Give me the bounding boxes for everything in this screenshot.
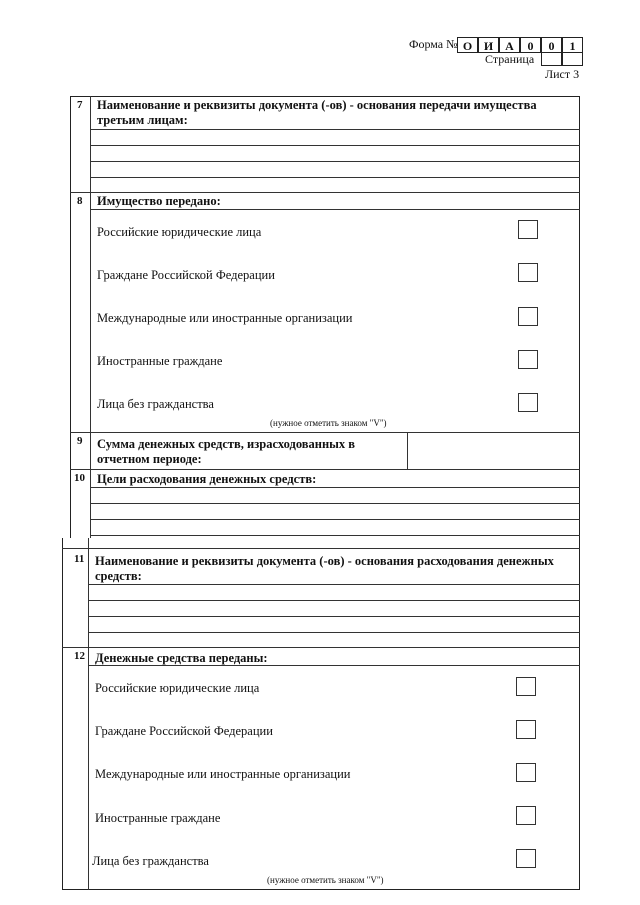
section-11-line-1[interactable]	[88, 584, 580, 585]
section-8-option-checkbox[interactable]	[518, 350, 538, 369]
form-code-char-6: 1	[562, 37, 583, 53]
frame-right	[579, 96, 580, 890]
section-8-option-label: Иностранные граждане	[97, 354, 223, 368]
section-7-title-line1: Наименование и реквизиты документа (-ов) - основания передачи имущества	[97, 98, 537, 112]
section-12-title: Денежные средства переданы:	[95, 651, 268, 665]
section-10-line-2[interactable]	[90, 503, 580, 504]
form-code-char-2: И	[478, 37, 499, 53]
page-number-box-1[interactable]	[541, 52, 562, 66]
section-8-title-underline	[90, 209, 580, 210]
section-10-number: 10	[74, 472, 85, 484]
number-column-divider-upper	[90, 96, 91, 538]
form-code-char-5: 0	[541, 37, 562, 53]
section-12-option-checkbox[interactable]	[516, 720, 536, 739]
section-12-number: 12	[74, 650, 85, 662]
section-7-line-1[interactable]	[90, 129, 580, 130]
section-10-bottom	[62, 548, 580, 549]
section-10-line-1[interactable]	[90, 487, 580, 488]
sheet-label: Лист 3	[545, 67, 580, 81]
form-code-char-4: 0	[520, 37, 541, 53]
section-11-title-line2: средств:	[95, 569, 142, 583]
section-8-option-label: Лица без гражданства	[97, 397, 214, 411]
section-9-title-line1: Сумма денежных средств, израсходованных в	[97, 437, 356, 451]
section-8-option-checkbox[interactable]	[518, 307, 538, 326]
section-9-amount-field[interactable]	[409, 434, 577, 467]
section-7-line-4[interactable]	[90, 177, 580, 178]
page-label: Страница	[485, 52, 535, 66]
section-12-option-label: Международные или иностранные организации	[95, 767, 351, 781]
section-12-option-label: Российские юридические лица	[95, 681, 260, 695]
frame-left-lower	[62, 538, 63, 890]
section-10-line-3[interactable]	[90, 519, 580, 520]
section-8-option-label: Международные или иностранные организации	[97, 311, 353, 325]
section-10-line-4[interactable]	[90, 535, 580, 536]
section-7-line-2[interactable]	[90, 145, 580, 146]
section-8-title: Имущество передано:	[97, 194, 221, 208]
frame-bottom	[62, 889, 580, 890]
section-11-line-4[interactable]	[88, 632, 580, 633]
section-12-option-checkbox[interactable]	[516, 849, 536, 868]
section-7-number: 7	[77, 99, 83, 111]
section-8-option-checkbox[interactable]	[518, 220, 538, 239]
section-9-value-divider	[407, 432, 408, 469]
form-code-char-1: О	[457, 37, 478, 53]
page-number-box-2[interactable]	[562, 52, 583, 66]
section-12-option-checkbox[interactable]	[516, 763, 536, 782]
section-12-title-underline	[88, 665, 580, 666]
section-12-option-checkbox[interactable]	[516, 677, 536, 696]
section-8-option-checkbox[interactable]	[518, 393, 538, 412]
section-8-note: (нужное отметить знаком "V")	[270, 418, 387, 428]
section-9-title-line2: отчетном периоде:	[97, 452, 202, 466]
section-10-title: Цели расходования денежных средств:	[97, 472, 317, 486]
section-8-option-label: Российские юридические лица	[97, 225, 262, 239]
section-11-line-3[interactable]	[88, 616, 580, 617]
section-12-option-label: Иностранные граждане	[95, 811, 221, 825]
section-8-option-label: Граждане Российской Федерации	[97, 268, 275, 282]
section-8-option-checkbox[interactable]	[518, 263, 538, 282]
section-7-title-line2: третьим лицам:	[97, 113, 188, 127]
frame-top	[70, 96, 580, 97]
section-12-option-checkbox[interactable]	[516, 806, 536, 825]
section-11-number: 11	[74, 553, 85, 565]
section-9-bottom	[70, 469, 580, 470]
section-8-bottom	[70, 432, 580, 433]
frame-left-upper	[70, 96, 71, 538]
section-9-number: 9	[77, 435, 83, 447]
section-11-title-line1: Наименование и реквизиты документа (-ов) - основания расходования денежных	[95, 554, 554, 568]
form-code-char-3: А	[499, 37, 520, 53]
number-column-divider-lower	[88, 538, 89, 890]
section-12-option-label: Граждане Российской Федерации	[95, 724, 273, 738]
section-7-line-3[interactable]	[90, 161, 580, 162]
section-11-line-2[interactable]	[88, 600, 580, 601]
section-12-option-label: Лица без гражданства	[92, 854, 209, 868]
form-number-label: Форма №	[409, 37, 458, 51]
section-8-number: 8	[77, 195, 83, 207]
section-12-note: (нужное отметить знаком "V")	[267, 875, 384, 885]
section-11-bottom	[62, 647, 580, 648]
section-7-bottom	[70, 192, 580, 193]
